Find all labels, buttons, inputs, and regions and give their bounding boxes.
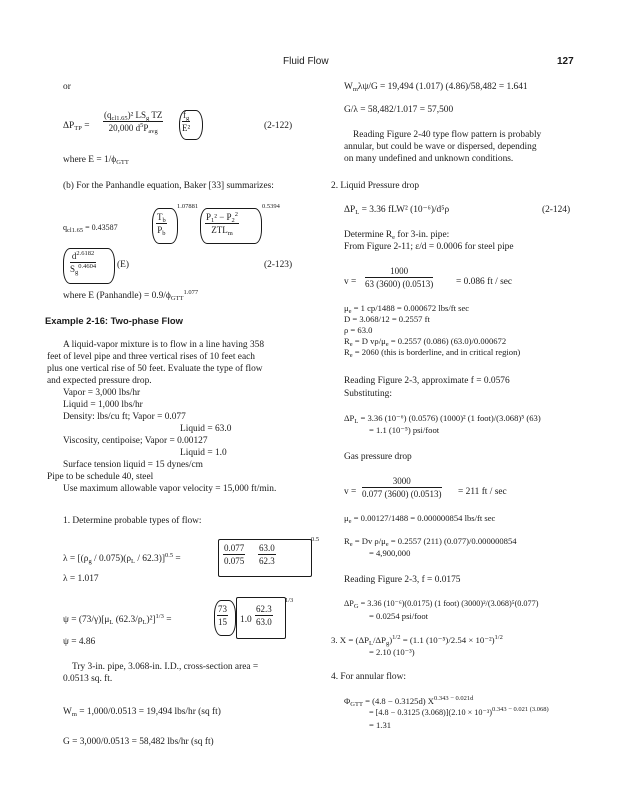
- re-gas-eq: $R_e = Dv$ $\rho/\mu_e = 0.2557$ (211) (0.077)/0.000000854: [344, 536, 517, 548]
- given-item: Use maximum allowable vapor velocity = 15,000 ft/min.: [63, 484, 277, 494]
- text-where-panhandle: where E (Panhandle) = $0.9/\phi_{GTT}^{1.077}$: [63, 289, 199, 302]
- mu-gas: $\mu_e = 0.00127/1488 = 0.000000854$ lbs/ft sec: [344, 513, 496, 525]
- paragraph-line: and expected pressure drop.: [47, 376, 152, 386]
- psi-fraction-2: $\frac{62.3}{63.0}$: [256, 604, 272, 627]
- eq-122-numerator: $(q_{cl1.65})^2$ $LS_g$ TZ: [104, 110, 163, 122]
- text-or: or: [63, 82, 71, 92]
- paragraph-line: Reading Figure 2-40 type flow pattern is probably: [353, 130, 542, 140]
- try-pipe-line: Try 3-in. pipe, 3.068-in. I.D., cross-section area =: [72, 662, 259, 672]
- psi-result: ψ = 4.86: [63, 637, 96, 647]
- v2-result: = 211 ft / sec: [458, 487, 507, 497]
- eq-123-e: (E): [117, 260, 129, 270]
- eq-122-f-fraction: $\frac{f_g}{\text{E²}}$: [182, 110, 191, 133]
- eq-123-exponent-2: 0.5394: [262, 203, 280, 210]
- g-over-lambda: G/λ = 58,482/1.017 = 57,500: [344, 105, 454, 115]
- reading-figure-f: Reading Figure 2-3, f = 0.0175: [344, 575, 461, 585]
- paragraph-line: plus one vertical rise of 50 feet. Evaluate the type of flow: [47, 364, 263, 374]
- v2-lhs: v =: [344, 487, 357, 497]
- from-figure: From Figure 2-11; ε/d = 0.0006 for steel pipe: [344, 242, 514, 252]
- running-header-title: Fluid Flow: [283, 56, 329, 67]
- eq-123-fraction-3: $\frac{d^{2.6182}}{S_g^{0.4604}}$: [70, 250, 97, 276]
- phi-substituted: = [4.8 − 0.3125 $(3.068)](2.10 \times 10^{-3})^{0.343 - 0.021 (3.068)}$: [369, 706, 549, 717]
- eq-123-lhs: $q_{cl1.65} = 0.43587$: [63, 223, 118, 234]
- eq-124: $\Delta P_L = 3.36$ fLW² (10⁻⁶)/d⁵ρ: [344, 205, 450, 216]
- g-equation: G = 3,000/0.0513 = 58,482 lbs/hr (sq ft): [63, 737, 214, 747]
- reading-figure-approx: Reading Figure 2-3, approximate f = 0.0576: [344, 376, 510, 386]
- psi-fraction-1: $\frac{73}{15}$: [218, 604, 227, 627]
- eq-123-fraction-2: $P_1^2 - P_2^2$ $ZTL_m$: [206, 211, 239, 237]
- given-item: Viscosity, centipoise; Vapor = 0.00127: [63, 436, 208, 446]
- try-pipe-line: 0.0513 sq. ft.: [63, 674, 113, 684]
- given-item: Vapor = 3,000 lbs/hr: [63, 388, 141, 398]
- wm-equation: $W_m = 1,000/0.0513 = 19,494$ lbs/hr (sq ft): [63, 707, 221, 718]
- v1-result: = 0.086 ft / sec: [456, 277, 513, 287]
- diameter: D = 3.068/12 = 0.2557 ft: [344, 314, 430, 324]
- eq-123-number: (2-123): [264, 260, 293, 270]
- given-item: Pipe to be schedule 40, steel: [47, 472, 154, 482]
- lambda-exponent: 0.5: [311, 536, 320, 543]
- determine-re: Determine $R_e$ for 3-in. pipe:: [344, 230, 450, 241]
- eq-122-lhs: $\Delta P_{TP}$ =: [63, 121, 90, 132]
- example-heading: Example 2-16: Two-phase Flow: [45, 315, 183, 326]
- paragraph-line: A liquid-vapor mixture is to flow in a line having 358: [63, 340, 265, 350]
- eq-122-main-fraction: [103, 110, 163, 133]
- eq-123-exponent-1: 1.07881: [177, 203, 199, 210]
- gas-pressure-drop: Gas pressure drop: [344, 452, 412, 462]
- step-3-result: = 2.10 (10⁻³): [369, 647, 415, 657]
- eq-122-denominator: 20,000 $d^5P_{avg}$: [108, 122, 158, 135]
- dpl-equation: $\Delta P_L = 3.36$ (10⁻⁶) (0.0576) (1000)² (1 foot)/(3.068)⁵ (63): [344, 413, 541, 425]
- mu-liquid: $\mu_e = 1$ cp/1488 = 0.000672 lbs/ft sec: [344, 303, 470, 315]
- density: ρ = 63.0: [344, 325, 373, 335]
- eq-124-number: (2-124): [542, 205, 571, 215]
- dpg-result: = 0.0254 psi/foot: [369, 611, 429, 621]
- paragraph-line: annular, but could be wave or dispersed, depending: [344, 142, 537, 152]
- lambda-result: λ = 1.017: [63, 574, 99, 584]
- phi-equation: $\Phi_{GTT} = (4.8 - 0.3125d)$ $X^{0.343 - 0.021d}$: [344, 695, 474, 708]
- re-liquid-value: $R_e = 2060$ (this is borderline, and in critical region): [344, 347, 521, 359]
- wm-lambda-psi: $W_m\lambda\psi/G = 19,494$ (1.017) (4.86)/58,482 = 1.641: [344, 82, 528, 93]
- paragraph-line: on many undefined and unknown conditions.: [344, 154, 514, 164]
- psi-exponent: 1/3: [285, 597, 294, 604]
- step-1: 1. Determine probable types of flow:: [63, 516, 202, 526]
- v1-lhs: v =: [344, 277, 357, 287]
- dpg-equation: $\Delta P_G = 3.36$ (10⁻⁶)(0.0175) (1 foot) (3000)²/(3.068)⁵(0.077): [344, 599, 539, 610]
- substituting: Substituting:: [344, 389, 392, 399]
- given-item: Liquid = 1.0: [180, 448, 227, 458]
- page-number: 127: [557, 56, 574, 67]
- step-4: 4. For annular flow:: [331, 672, 406, 682]
- v1-fraction: $\frac{1000}{63 (3600) (0.0513)}$: [365, 266, 434, 289]
- psi-equation: $\psi = (73/\gamma)[\mu_L$ $(62.3/\rho_L)^2]^{1/3}$ =: [63, 613, 172, 626]
- text-where-e: where $E = 1/\phi_{GTT}$: [63, 155, 129, 166]
- step-3: 3. $X = (\Delta P_L/\Delta P_g)^{1/2} = (1.1$ (10⁻⁵)/2.54 × 10⁻²)$^{1/2}$: [331, 634, 503, 647]
- text-panhandle-intro: (b) For the Panhandle equation, Baker [33] summarizes:: [63, 181, 274, 191]
- phi-result: = 1.31: [369, 720, 392, 730]
- psi-one: 1.0: [240, 615, 252, 625]
- paragraph-line: feet of level pipe and three vertical rises of 10 feet each: [47, 352, 255, 362]
- dpl-result: = 1.1 (10⁻⁵) psi/foot: [369, 425, 440, 435]
- step-2: 2. Liquid Pressure drop: [331, 181, 420, 191]
- re-gas-value: = 4,900,000: [369, 548, 411, 558]
- lambda-fraction-1: $\frac{0.077}{0.075}$: [224, 543, 245, 566]
- v2-fraction: $\frac{3000}{0.077 (3600) (0.0513)}$: [362, 476, 442, 499]
- re-liquid-eq: $R_e = D$ $v\rho/\mu_e = 0.2557$ (0.086) (63.0)/0.000672: [344, 336, 507, 348]
- lambda-fraction-2: $\frac{63.0}{62.3}$: [259, 543, 275, 566]
- given-item: Surface tension liquid = 15 dynes/cm: [63, 460, 203, 470]
- given-item: Liquid = 63.0: [180, 424, 232, 434]
- given-item: Density: lbs/cu ft; Vapor = 0.077: [63, 412, 186, 422]
- given-item: Liquid = 1,000 lbs/hr: [63, 400, 143, 410]
- eq-123-fraction-1: $\frac{T_b}{P_b}$: [157, 212, 166, 237]
- eq-122-number: (2-122): [264, 121, 293, 131]
- lambda-equation: $\lambda = [(\rho_g / 0.075)(\rho_L / 62.3)]^{0.5}$ =: [63, 552, 181, 565]
